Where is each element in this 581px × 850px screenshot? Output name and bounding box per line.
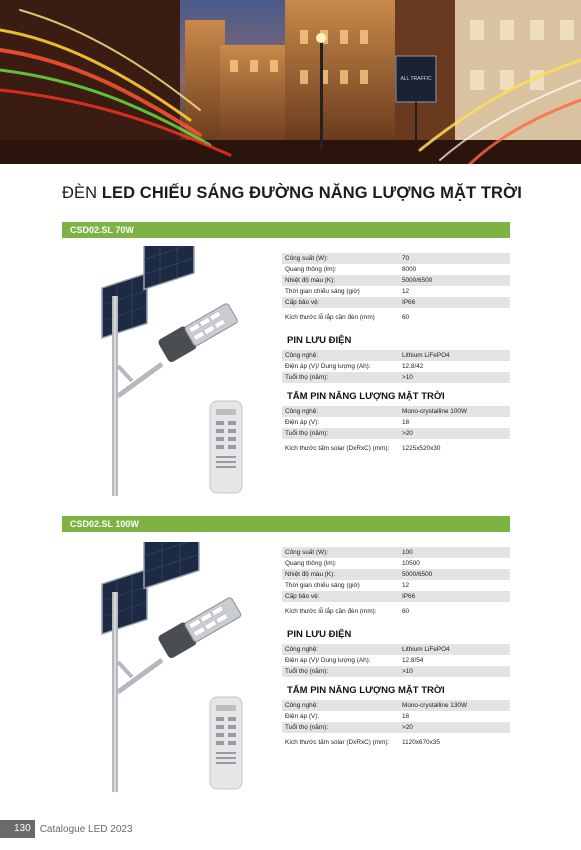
hero-city-photo — [0, 0, 581, 164]
spec-key: Điện áp (V)/ Dung lượng (Ah): — [285, 362, 371, 370]
spec-row — [282, 580, 510, 591]
spec-key: Thời gian chiếu sáng (giờ) — [285, 581, 360, 589]
solar-street-light-illustration — [62, 542, 272, 792]
panel-row — [282, 711, 510, 722]
spec-value: 60 — [402, 607, 410, 615]
panel-heading: TẤM PIN NĂNG LƯỢNG MẶT TRỜI — [287, 685, 445, 696]
spec-row — [282, 308, 510, 327]
spec-value: Mono-crystalline 130W — [402, 701, 467, 709]
battery-row — [282, 361, 510, 372]
product-bar-70w: CSD02.SL 70W — [62, 222, 510, 238]
spec-key: Tuổi thọ (năm): — [285, 723, 329, 731]
spec-key: Kích thước tấm solar (DxRxC) (mm): — [285, 444, 390, 452]
spec-key: Cấp bảo vệ: — [285, 592, 320, 600]
product-image-100w — [62, 542, 272, 792]
spec-key: Điện áp (V): — [285, 712, 320, 720]
spec-value: >20 — [402, 429, 413, 437]
battery-row — [282, 350, 510, 361]
spec-row — [282, 264, 510, 275]
spec-value: 1120x670x35 — [402, 738, 440, 746]
panel-heading: TẤM PIN NĂNG LƯỢNG MẶT TRỜI — [287, 391, 445, 402]
spec-value: 5000/6500 — [402, 276, 433, 284]
spec-value: 18 — [402, 712, 410, 720]
spec-row — [282, 558, 510, 569]
panel-row — [282, 428, 510, 439]
battery-row — [282, 666, 510, 677]
battery-heading: PIN LƯU ĐIỆN — [287, 335, 352, 346]
panel-row — [282, 733, 510, 752]
spec-value: >10 — [402, 667, 413, 675]
spec-value: 1225x520x30 — [402, 444, 441, 452]
spec-row — [282, 591, 510, 602]
spec-value: 8000 — [402, 265, 417, 273]
spec-key: Nhiệt độ màu (K): — [285, 276, 336, 284]
spec-row — [282, 602, 510, 621]
spec-value: 12 — [402, 287, 410, 295]
spec-table-70w — [282, 253, 510, 458]
panel-row — [282, 406, 510, 417]
spec-key: Điện áp (V): — [285, 418, 320, 426]
spec-key: Nhiệt độ màu (K): — [285, 570, 336, 578]
title-bold: LED CHIẾU SÁNG ĐƯỜNG NĂNG LƯỢNG MẶT TRỜI — [101, 184, 522, 202]
spec-row — [282, 253, 510, 264]
product-image-70w — [62, 246, 272, 496]
remote-control-icon — [210, 697, 242, 789]
spec-value: IP66 — [402, 298, 416, 306]
spec-value: 100 — [402, 548, 413, 556]
spec-value: 18 — [402, 418, 410, 426]
page-number: 130 — [0, 820, 35, 838]
panel-row — [282, 722, 510, 733]
spec-key: Công nghệ: — [285, 351, 319, 359]
title-prefix: ĐÈN — [62, 184, 98, 202]
spec-value: 12.8/54 — [402, 656, 424, 664]
spec-value: 12 — [402, 581, 410, 589]
product-bar-100w: CSD02.SL 100W — [62, 516, 510, 532]
street-sign-text: ALL TRAFFIC — [400, 76, 432, 82]
spec-key: Quang thông (lm): — [285, 265, 337, 273]
panel-row — [282, 439, 510, 458]
battery-row — [282, 372, 510, 383]
spec-value: 5000/6500 — [402, 570, 433, 578]
spec-key: Cấp bảo vệ: — [285, 298, 320, 306]
remote-control-icon — [210, 401, 242, 493]
spec-row — [282, 286, 510, 297]
spec-row — [282, 297, 510, 308]
page-footer — [0, 820, 133, 838]
spec-key: Tuổi thọ (năm): — [285, 667, 329, 675]
spec-key: Thời gian chiếu sáng (giờ) — [285, 287, 360, 295]
spec-key: Kích thước tấm solar (DxRxC) (mm): — [285, 738, 390, 746]
spec-value: 10500 — [402, 559, 420, 567]
footer-text: Catalogue LED 2023 — [39, 823, 133, 835]
spec-key: Công suất (W): — [285, 548, 328, 556]
spec-key: Kích thước lỗ lắp cần đèn (mm) — [285, 313, 375, 321]
spec-value: >20 — [402, 723, 413, 731]
spec-key: Công suất (W): — [285, 254, 328, 262]
spec-key: Tuổi thọ (năm): — [285, 429, 329, 437]
spec-key: Công nghệ: — [285, 645, 319, 653]
spec-value: 60 — [402, 313, 410, 321]
spec-value: Lithium LiFePO4 — [402, 351, 450, 359]
spec-key: Công nghệ: — [285, 407, 319, 415]
panel-row — [282, 700, 510, 711]
spec-table-100w — [282, 547, 510, 752]
spec-row — [282, 569, 510, 580]
spec-key: Kích thước lỗ lắp cần đèn (mm): — [285, 607, 377, 615]
panel-row — [282, 417, 510, 428]
spec-key: Quang thông (lm): — [285, 559, 337, 567]
spec-value: Lithium LiFePO4 — [402, 645, 450, 653]
spec-key: Công nghệ: — [285, 701, 319, 709]
city-street-illustration — [0, 0, 581, 164]
spec-value: 12.8/42 — [402, 362, 424, 370]
spec-value: >10 — [402, 373, 413, 381]
battery-row — [282, 644, 510, 655]
spec-value: 70 — [402, 254, 410, 262]
spec-row — [282, 547, 510, 558]
page-title — [62, 184, 522, 203]
spec-key: Tuổi thọ (năm): — [285, 373, 329, 381]
spec-key: Điện áp (V)/ Dung lượng (Ah): — [285, 656, 371, 664]
spec-value: Mono-crystalline 100W — [402, 407, 467, 415]
spec-value: IP66 — [402, 592, 416, 600]
solar-street-light-illustration — [62, 246, 272, 496]
spec-row — [282, 275, 510, 286]
battery-row — [282, 655, 510, 666]
battery-heading: PIN LƯU ĐIỆN — [287, 629, 352, 640]
